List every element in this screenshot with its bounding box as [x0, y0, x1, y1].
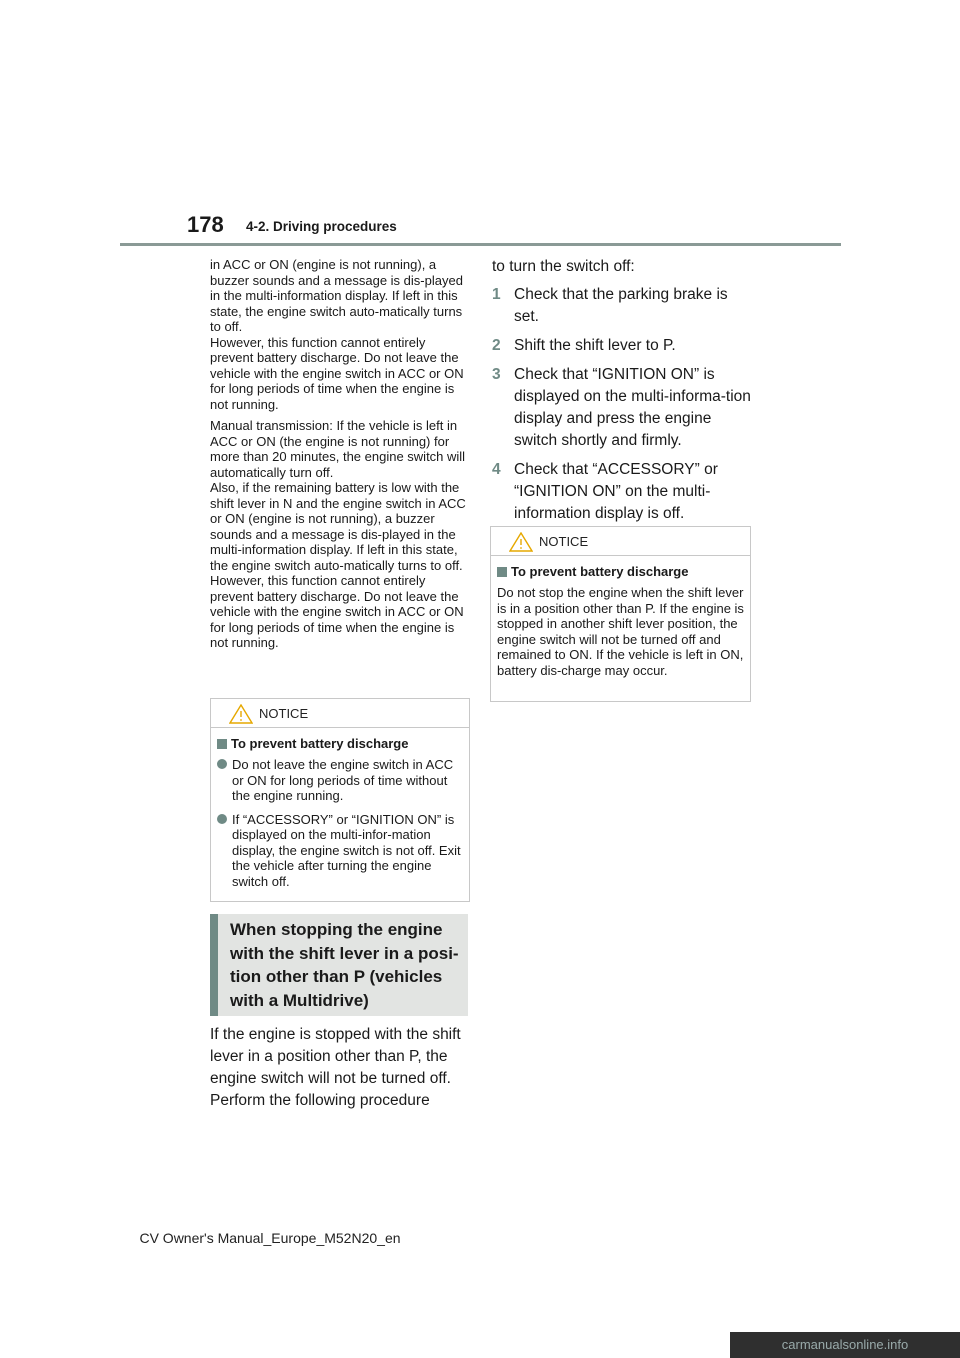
paragraph: in ACC or ON (engine is not running), a buzzer sounds and a message is dis-played in the multi-information display. If left in this state, the engine switch auto-matically turns to off. — [210, 257, 463, 334]
square-bullet-icon — [497, 567, 507, 577]
body-paragraph: If the engine is stopped with the shift lever in a position other than P, the engine switch will not be turned off. Perform the following procedure — [210, 1026, 461, 1109]
section-title: 4-2. Driving procedures — [246, 219, 397, 234]
paragraph: However, this function cannot entirely prevent battery discharge. Do not leave the vehicle with the engine switch in ACC or ON for long periods of time when the engine is not running. — [210, 573, 464, 650]
list-item: If “ACCESSORY” or “IGNITION ON” is displayed on the multi-infor-mation display, the engine switch is not off. Exit the vehicle after turning the engine switch off. — [217, 812, 463, 890]
notice-label: NOTICE — [259, 706, 309, 721]
section-heading — [210, 914, 468, 1016]
page-number: 178 — [187, 212, 224, 237]
step-item: 4 Check that “ACCESSORY” or “IGNITION ON” on the multi-information display is off. — [492, 461, 718, 522]
step-item: 3 Check that “IGNITION ON” is displayed on the multi-informa-tion display and press the engine switch shortly and firmly. — [492, 366, 751, 449]
footer-text: CV Owner's Manual_Europe_M52N20_en — [139, 1230, 401, 1246]
paragraph: However, this function cannot entirely prevent battery discharge. Do not leave the vehicle with the engine switch in ACC or ON for long periods of time when the engine is not running. — [210, 334, 464, 412]
notice-header — [211, 699, 469, 728]
heading-text: When stopping the engine with the shift lever in a posi-tion other than P (vehicles with a Multidrive) — [230, 920, 459, 1010]
notice-box — [490, 526, 751, 702]
notice-subhead: To prevent battery discharge — [217, 736, 463, 751]
heading-accent-bar — [210, 914, 218, 1016]
warning-icon — [229, 704, 253, 724]
left-column — [210, 257, 468, 651]
right-column — [492, 256, 752, 532]
paragraph: Manual transmission: If the vehicle is left in ACC or ON (the engine is not running) for more than 20 minutes, the engine switch will automatically turn off. — [210, 418, 466, 480]
notice-text: Do not stop the engine when the shift lever is in a position other than P. If the engine is stopped in another shift lever position, the engine switch will not be turned off and remained to ON. If the vehicle is left in ON, battery dis-charge may occur. — [497, 585, 744, 678]
intro-text: to turn the switch off: — [492, 258, 635, 275]
step-item: 1 Check that the parking brake is set. — [492, 286, 728, 325]
notice-label: NOTICE — [539, 534, 589, 549]
notice-header — [491, 527, 750, 556]
warning-icon — [509, 532, 533, 552]
footer — [0, 1230, 960, 1246]
list-item: Do not leave the engine switch in ACC or ON for long periods of time without the engine running. — [217, 757, 463, 804]
watermark-logo[interactable]: carmanualsonline.info — [730, 1332, 960, 1358]
header-divider — [120, 243, 841, 246]
paragraph: Also, if the remaining battery is low with the shift lever in N and the engine switch in ACC or ON (engine is not running), a buzzer sounds and a message is dis-played in the multi-information display. If left in this state, the engine switch auto-matically turns to off. — [210, 480, 466, 573]
notice-subhead: To prevent battery discharge — [497, 564, 744, 579]
notice-box — [210, 698, 470, 902]
step-item: 2 Shift the shift lever to P. — [492, 337, 676, 354]
bullet-icon — [217, 814, 227, 824]
bullet-icon — [217, 759, 227, 769]
square-bullet-icon — [217, 739, 227, 749]
